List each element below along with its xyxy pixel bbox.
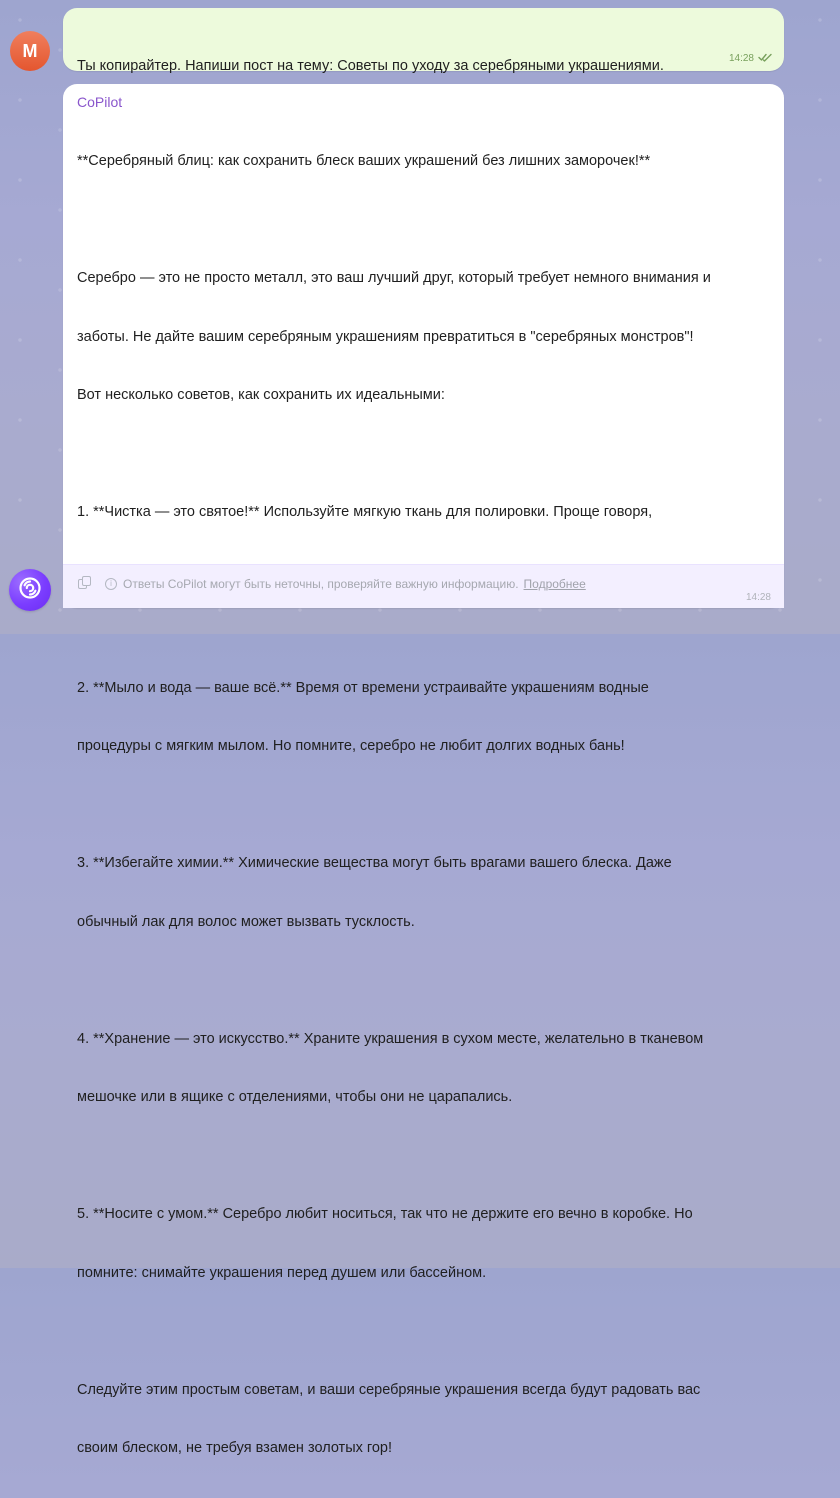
- message-line: 4. **Хранение — это искусство.** Храните украшения в сухом месте, желательно в тканевом: [77, 1030, 704, 1047]
- user-avatar[interactable]: [10, 31, 50, 71]
- user-message-line: Ты копирайтер. Напиши пост на тему: Советы по уходу за серебряными украшениями.: [77, 58, 664, 74]
- message-line: Следуйте этим простым советам, и ваши серебряные украшения всегда будут радовать вас: [77, 1381, 701, 1398]
- learn-more-link[interactable]: Подробнее: [523, 577, 586, 591]
- message-paragraph: [77, 640, 770, 796]
- user-message-bubble: [63, 8, 784, 74]
- message-line: процедуры с мягким мылом. Но помните, серебро не любит долгих водных бань!: [77, 738, 625, 754]
- message-line: 1. **Чистка — это святое!** Используйте мягкую ткань для полировки. Проще говоря,: [77, 504, 653, 520]
- bot-sender-name: CoPilot: [77, 94, 123, 110]
- info-icon: i: [105, 578, 117, 590]
- message-line: обычный лак для волос может вызвать тусклость.: [77, 913, 415, 930]
- message-line: своим блеском, не требуя взамен золотых гор!: [77, 1440, 393, 1456]
- message-line: 3. **Избегайте химии.** Химические вещества могут быть врагами вашего блеска. Даже: [77, 855, 672, 871]
- copilot-logo-icon: [18, 576, 42, 605]
- message-paragraph: [77, 1342, 770, 1498]
- info-row: [77, 575, 586, 593]
- message-info-strip: [63, 564, 784, 608]
- message-paragraph: [77, 1166, 770, 1322]
- double-check-icon: [758, 52, 772, 65]
- message-paragraph: [77, 991, 770, 1147]
- copy-icon[interactable]: [77, 575, 95, 593]
- message-line: помните: снимайте украшения перед душем или бассейном.: [77, 1264, 487, 1281]
- bot-message-bubble: [63, 84, 784, 1456]
- message-line: Серебро — это не просто металл, это ваш лучший друг, который требует немного внимания и: [77, 270, 711, 286]
- copilot-avatar[interactable]: [9, 569, 51, 611]
- message-line: Вот несколько советов, как сохранить их идеальными:: [77, 387, 445, 403]
- user-message-time: 14:28: [728, 53, 754, 64]
- message-line: заботы. Не дайте вашим серебряным украшениям превратиться в "серебряных монстров"!: [77, 328, 694, 345]
- message-line: **Серебряный блиц: как сохранить блеск ваших украшений без лишних заморочек!**: [77, 153, 651, 169]
- bot-message-text: [77, 113, 770, 1498]
- message-line: 2. **Мыло и вода — ваше всё.** Время от времени устраивайте украшениям водные: [77, 679, 649, 696]
- bot-message-time: 14:28: [745, 592, 771, 603]
- message-paragraph: [77, 230, 770, 445]
- message-paragraph: [77, 815, 770, 971]
- info-disclaimer: Ответы CoPilot могут быть неточны, проверяйте важную информацию.: [123, 577, 519, 591]
- message-paragraph: [77, 113, 770, 211]
- user-avatar-initial: M: [22, 40, 38, 61]
- message-line: мешочке или в ящике с отделениями, чтобы они не царапались.: [77, 1089, 513, 1105]
- user-message-meta: [729, 52, 772, 65]
- message-line: 5. **Носите с умом.** Серебро любит носиться, так что не держите его вечно в коробке. Но: [77, 1206, 693, 1222]
